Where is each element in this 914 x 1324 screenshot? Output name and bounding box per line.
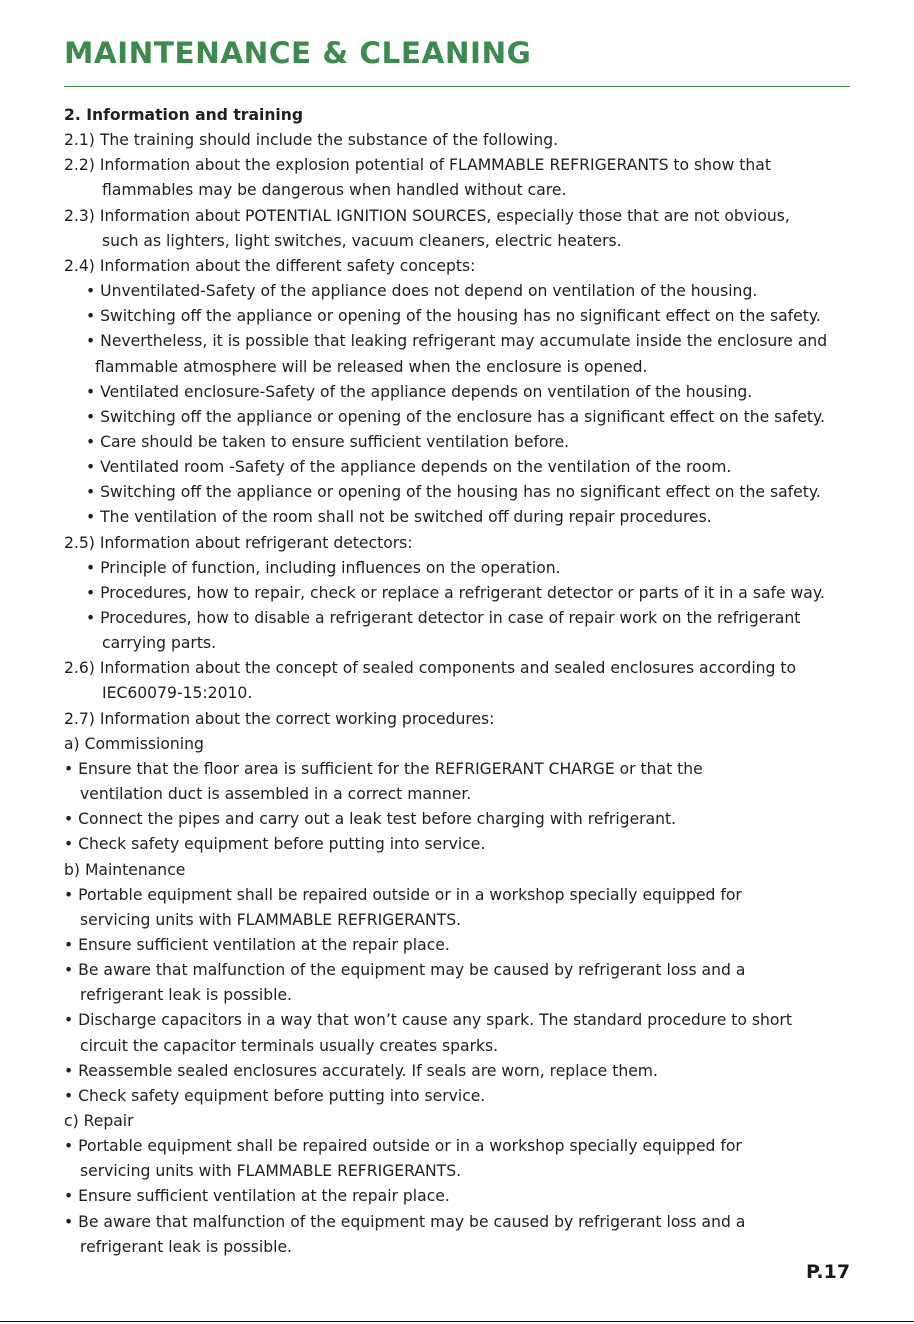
page-title: MAINTENANCE & CLEANING	[64, 36, 532, 70]
text-line: such as lighters, light switches, vacuum cleaners, electric heaters.	[102, 231, 622, 250]
text-line: • Check safety equipment before putting into service.	[64, 1086, 486, 1105]
text-line: • Unventilated-Safety of the appliance does not depend on ventilation of the housing.	[86, 282, 758, 301]
text-line: ventilation duct is assembled in a correct manner.	[80, 785, 472, 804]
text-line: • Reassemble sealed enclosures accurately. If seals are worn, replace them.	[64, 1061, 658, 1080]
text-line: • The ventilation of the room shall not be switched off during repair procedures.	[86, 508, 712, 527]
text-line: • Ensure sufficient ventilation at the repair place.	[64, 1187, 450, 1206]
text-line: 2.6) Information about the concept of sealed components and sealed enclosures according to	[64, 659, 797, 678]
text-line: 2.3) Information about POTENTIAL IGNITION SOURCES, especially those that are not obvious,	[64, 206, 790, 225]
text-line: • Ventilated enclosure-Safety of the appliance depends on ventilation of the housing.	[86, 382, 753, 401]
text-line: • Nevertheless, it is possible that leaking refrigerant may accumulate inside the enclosure and	[86, 332, 828, 351]
text-line: b) Maintenance	[64, 860, 186, 879]
text-line: • Procedures, how to repair, check or replace a refrigerant detector or parts of it in a safe way.	[86, 583, 825, 602]
text-line: carrying parts.	[102, 634, 217, 653]
text-line: • Ensure that the floor area is sufficient for the REFRIGERANT CHARGE or that the	[64, 759, 703, 778]
text-line: • Ensure sufficient ventilation at the repair place.	[64, 935, 450, 954]
text-line: • Switching off the appliance or opening of the enclosure has a significant effect on the safety.	[86, 407, 825, 426]
text-line: flammables may be dangerous when handled without care.	[102, 181, 567, 200]
text-line: • Switching off the appliance or opening of the housing has no significant effect on the safety.	[86, 307, 821, 326]
text-line: • Check safety equipment before putting into service.	[64, 835, 486, 854]
text-line: • Principle of function, including influences on the operation.	[86, 558, 561, 577]
page-bottom-divider	[0, 1321, 914, 1322]
text-line: refrigerant leak is possible.	[80, 1237, 292, 1256]
text-line: circuit the capacitor terminals usually creates sparks.	[80, 1036, 499, 1055]
text-line: • Be aware that malfunction of the equipment may be caused by refrigerant loss and a	[64, 961, 746, 980]
page-number: P.17	[806, 1261, 851, 1283]
text-line: IEC60079-15:2010.	[102, 684, 253, 703]
text-line: • Ventilated room -Safety of the appliance depends on the ventilation of the room.	[86, 458, 732, 477]
text-line: a) Commissioning	[64, 734, 204, 753]
text-line: 2.1) The training should include the substance of the following.	[64, 131, 559, 150]
text-line: • Care should be taken to ensure sufficient ventilation before.	[86, 432, 570, 451]
section-heading: 2. Information and training	[64, 106, 304, 124]
text-line: • Be aware that malfunction of the equipment may be caused by refrigerant loss and a	[64, 1212, 746, 1231]
text-line: 2.7) Information about the correct working procedures:	[64, 709, 495, 728]
text-line: servicing units with FLAMMABLE REFRIGERANTS.	[80, 1162, 462, 1181]
text-line: flammable atmosphere will be released when the enclosure is opened.	[95, 357, 648, 376]
text-line: • Procedures, how to disable a refrigerant detector in case of repair work on the refrigerant	[86, 609, 801, 627]
text-line: • Connect the pipes and carry out a leak test before charging with refrigerant.	[64, 810, 677, 829]
text-line: refrigerant leak is possible.	[80, 986, 292, 1005]
title-divider	[64, 86, 850, 87]
text-line: • Switching off the appliance or opening of the housing has no significant effect on the safety.	[86, 483, 821, 502]
text-line: • Portable equipment shall be repaired outside or in a workshop specially equipped for	[64, 885, 742, 904]
text-line: • Discharge capacitors in a way that won’t cause any spark. The standard procedure to short	[64, 1011, 792, 1030]
text-line: 2.4) Information about the different safety concepts:	[64, 256, 476, 275]
text-line: • Portable equipment shall be repaired outside or in a workshop specially equipped for	[64, 1137, 742, 1156]
text-line: 2.5) Information about refrigerant detectors:	[64, 533, 413, 552]
text-line: servicing units with FLAMMABLE REFRIGERANTS.	[80, 910, 462, 929]
text-line: 2.2) Information about the explosion potential of FLAMMABLE REFRIGERANTS to show that	[64, 156, 771, 175]
text-line: c) Repair	[64, 1112, 134, 1130]
